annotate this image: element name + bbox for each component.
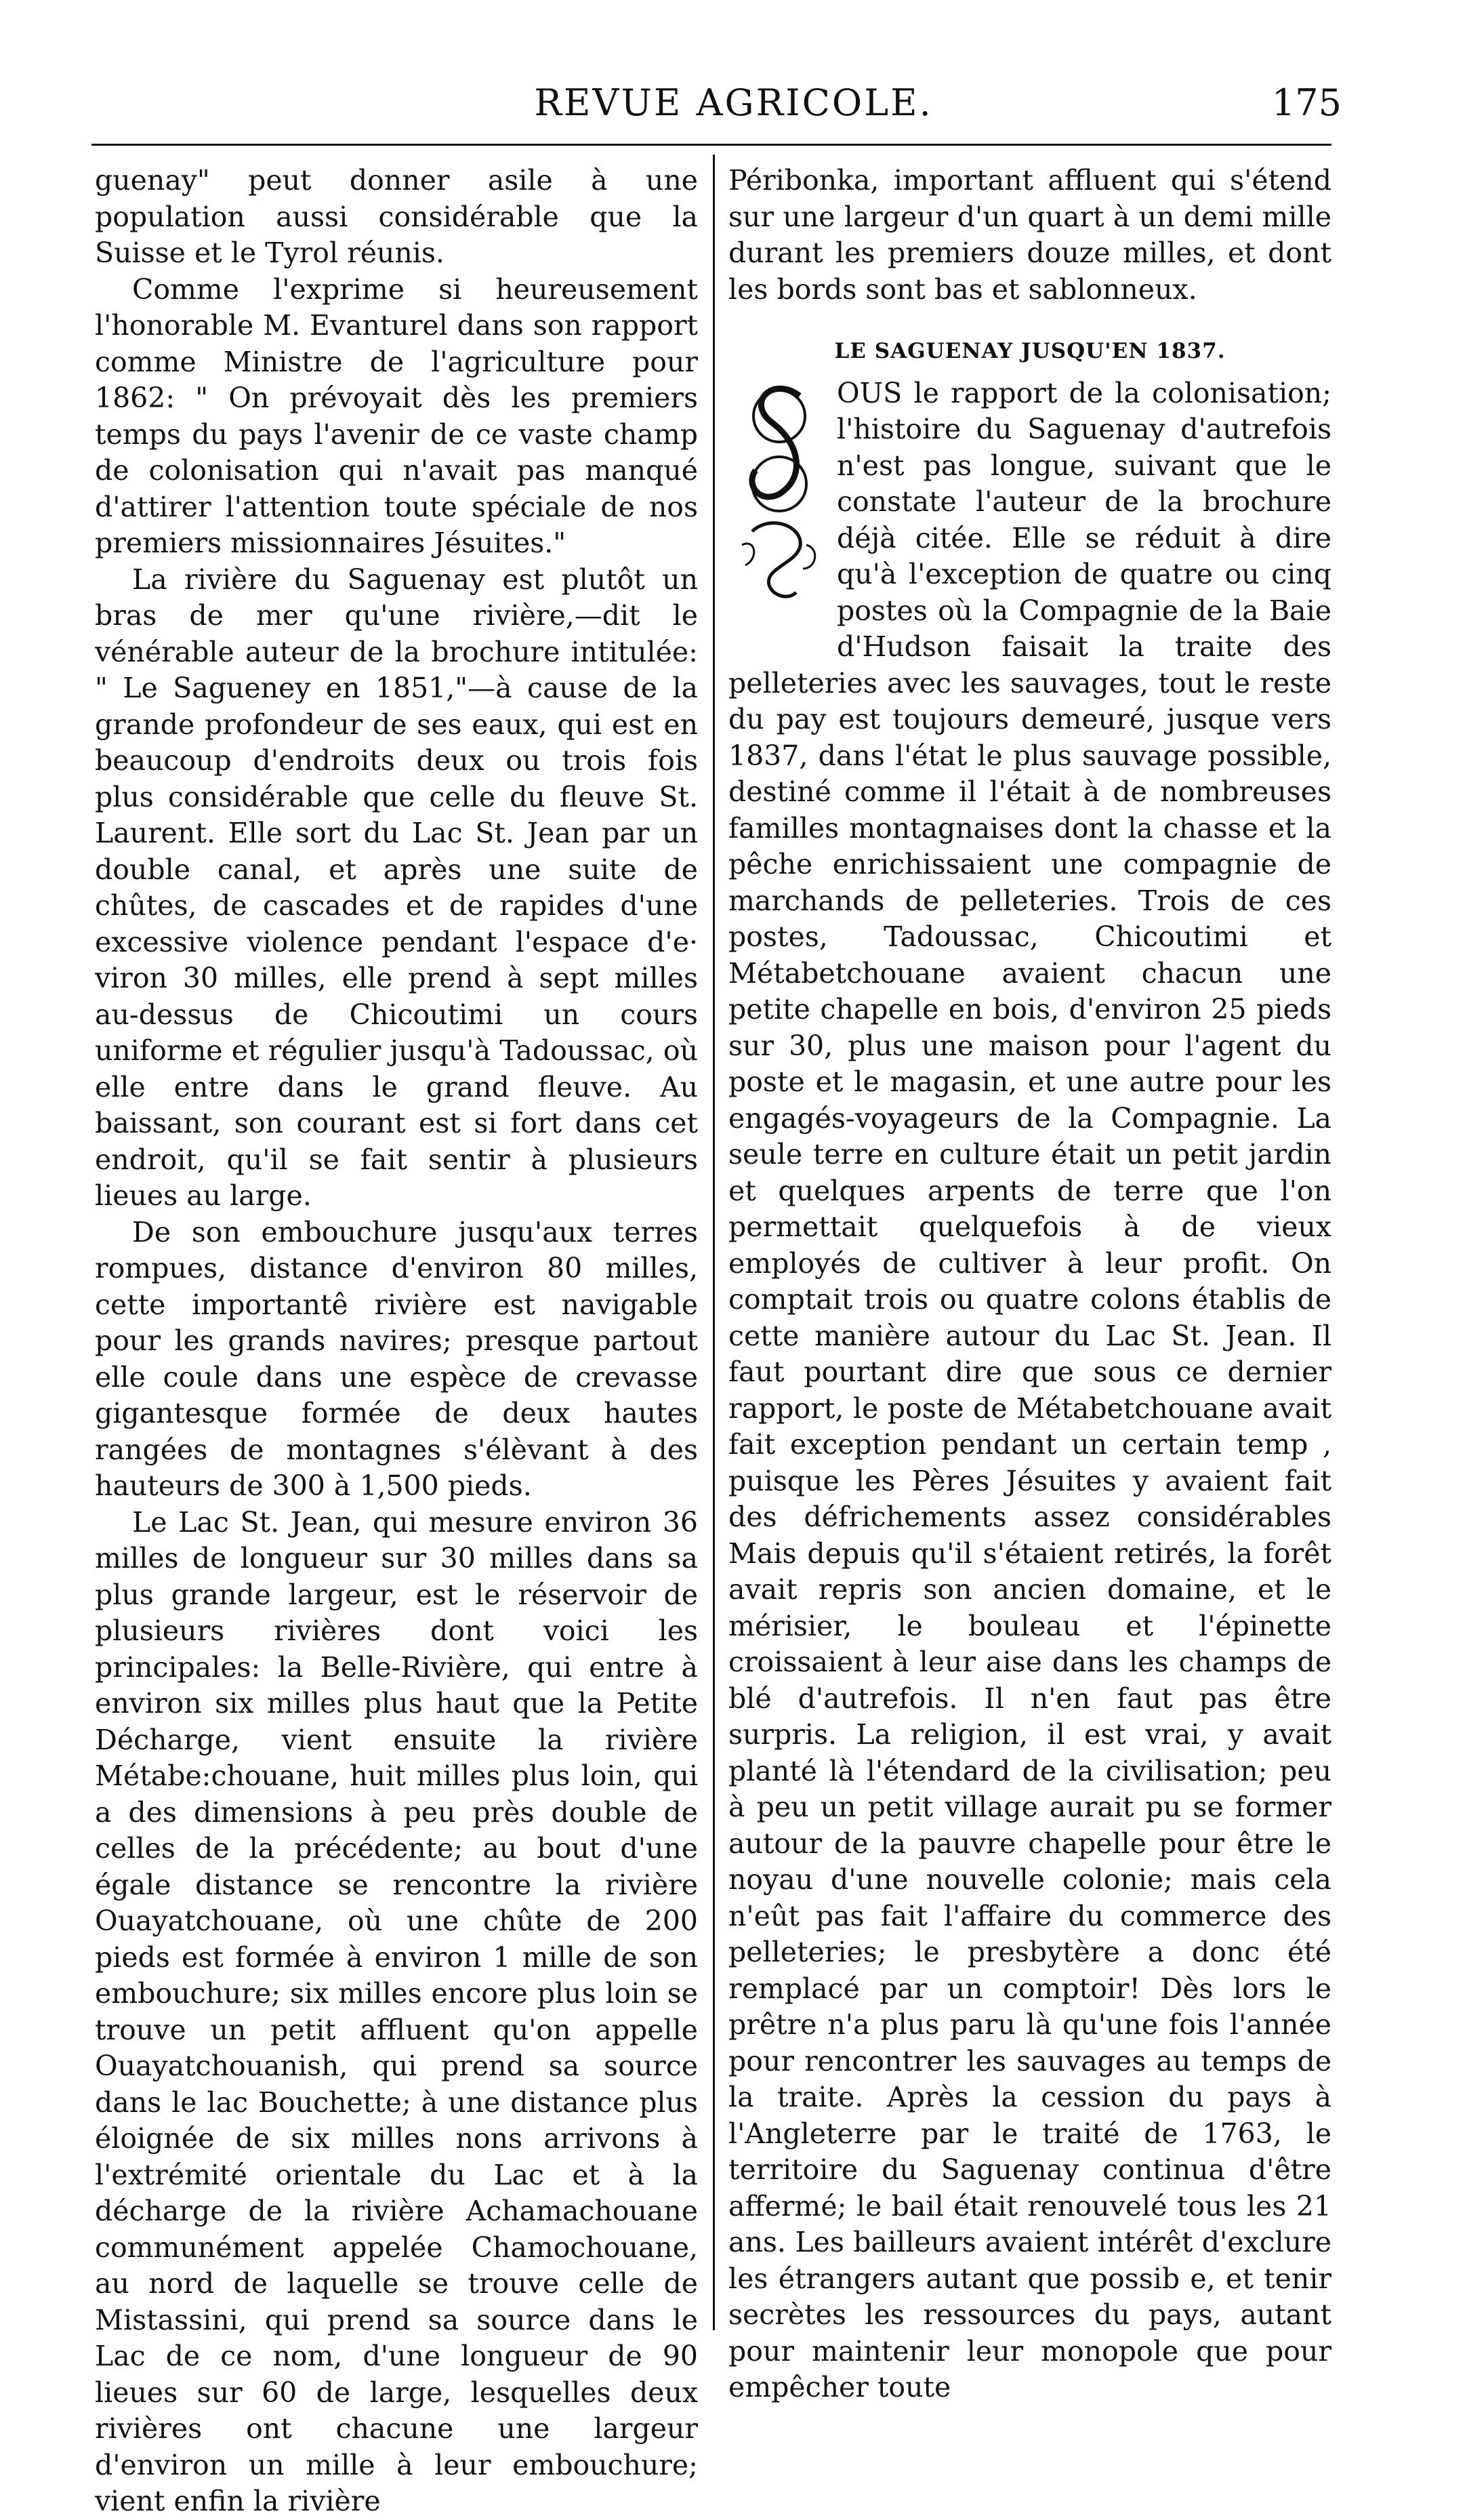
section-heading: LE SAGUENAY JUSQU'EN 1837. <box>834 339 1226 363</box>
header-rule <box>91 144 1331 146</box>
page-number: 175 <box>1271 81 1342 124</box>
paragraph: Comme l'exprime si heureusement l'honorable M. Evanturel dans son rapport comme Ministre de l'agriculture pour 1862: " On prévoyait dès les premiers temps du pays l'avenir de ce vaste champ de colonisation qui n'avait pas manqué d'attirer l'attention toute spéciale de nos premiers missionnaires Jésuites." <box>95 272 698 559</box>
running-title: REVUE AGRICOLE. <box>534 81 933 124</box>
paragraph: Le Lac St. Jean, qui mesure environ 36 milles de longueur sur 30 milles dans sa plus grande largeur, est le réservoir de plusieurs rivières dont voici les principales: la Belle-Rivière, qui entre à environ six milles plus haut que la Petite Décharge, vient ensuite la rivière Métabe:chouane, huit milles plus loin, qui a des dimensions à peu près double de celles de la précédente; au bout d'une égale distance se rencontre la rivière Ouayatchouane, où une chûte de 200 pieds est formée à environ 1 mille de son embouchure; six milles encore plus loin se trouve un petit affluent qu'on appelle Ouayatchouanish, qui prend sa source dans le lac Bouchette; à une distance plus éloignée de six milles nons arrivons à l'extrémité orientale du Lac et à la décharge de la rivière Achamachouane communément appelée Chamochouane, au nord de laquelle se trouve celle de Mistassini, qui prend sa source dans le Lac de ce nom, d'une longueur de 90 lieues sur 60 de large, lesquelles deux rivières ont chacune une largeur d'environ un mille à leur embouchure; vient enfin la rivière <box>95 1505 698 2517</box>
paragraph: guenay" peut donner asile à une population aussi considérable que la Suisse et le Tyrol réunis. <box>95 164 698 269</box>
column-divider <box>713 155 715 2330</box>
paragraph: La rivière du Saguenay est plutôt un bras de mer qu'une rivière,—dit le vénérable auteur de la brochure intitulée: " Le Sagueney en 1851,"—à cause de la grande profondeur de ses eaux, qui est en beaucoup d'endroits deux ou trois fois plus considérable que celle du fleuve St. Laurent. Elle sort du Lac St. Jean par un double canal, et après une suite de chûtes, de cascades et de rapides d'une excessive violence pendant l'espace d'e· viron 30 milles, elle prend à sept milles au-dessus de Chicoutimi un cours uniforme et régulier jusqu'à Tadoussac, où elle entre dans le grand fleuve. Au baissant, son courant est si fort dans cet endroit, qu'il se fait sentir à plusieurs lieues au large. <box>95 563 698 1212</box>
right-column <box>728 163 1331 2403</box>
ornamental-initial-s-icon <box>728 375 830 633</box>
paragraph: Péribonka, important affluent qui s'étend sur une largeur d'un quart à un demi mille durant les premiers douze milles, et dont les bords sont bas et sablonneux. <box>728 164 1331 306</box>
left-column <box>95 163 698 2517</box>
paragraph: De son embouchure jusqu'aux terres rompues, distance d'environ 80 milles, cette importantê rivière est navigable pour les grands navires; presque partout elle coule dans une espèce de crevasse gigantesque formée de deux hautes rangées de montagnes s'élèvant à des hauteurs de 300 à 1,500 pieds. <box>95 1215 698 1502</box>
paragraph: OUS le rapport de la colonisation; l'histoire du Saguenay d'autrefois n'est pas longue, suivant que le constate l'auteur de la brochure déjà citée. Elle se réduit à dire qu'à l'exception de quatre ou cinq postes où la Compagnie de la Baie d'Hudson faisait la traite des pelleteries avec les sauvages, tout le reste du pay est toujours demeuré, jusque vers 1837, dans l'état le plus sauvage possible, destiné comme il l'était à de nombreuses familles montagnaises dont la chasse et la pêche enrichissaient une compagnie de marchands de pelleteries. Trois de ces postes, Tadoussac, Chicoutimi et Métabetchouane avaient chacun une petite chapelle en bois, d'environ 25 pieds sur 30, plus une maison pour l'agent du poste et le magasin, et une autre pour les engagés-voyageurs de la Compagnie. La seule terre en culture était un petit jardin et quelques arpents de terre que l'on permettait quelquefois à de vieux employés de cultiver à leur profit. On comptait trois ou quatre colons établis de cette manière autour du Lac St. Jean. Il faut pourtant dire que sous ce dernier rapport, le poste de Métabetchouane avait fait exception pendant un certain temp , puisque les Pères Jésuites y avaient fait des défrichements assez considérables Mais depuis qu'il s'étaient retirés, la forêt avait repris son ancien domaine, et le mérisier, le bouleau et l'épinette croissaient à leur aise dans les champs de blé d'autrefois. Il n'en faut pas être surpris. La religion, il est vrai, y avait planté là l'étendard de la civilisation; peu à peu un petit village aurait pu se former autour de la pauvre chapelle pour être le noyau d'une nouvelle colonie; mais cela n'eût pas fait l'affaire du commerce des pelleteries; le presbytère a donc été remplacé par un comptoir! Dès lors le prêtre n'a plus paru là qu'une fois l'année pour rencontrer les sauvages au temps de la traite. Après la cession du pays à l'Angleterre par le traité de 1763, le territoire du Saguenay continua d'être affermé; le bail était renouvelé tous les 21 ans. Les bailleurs avaient intérêt d'exclure les étrangers autant que possib e, et tenir secrètes les ressources du pays, autant pour maintenir leur monopole que pour empêcher toute <box>728 376 1331 2403</box>
